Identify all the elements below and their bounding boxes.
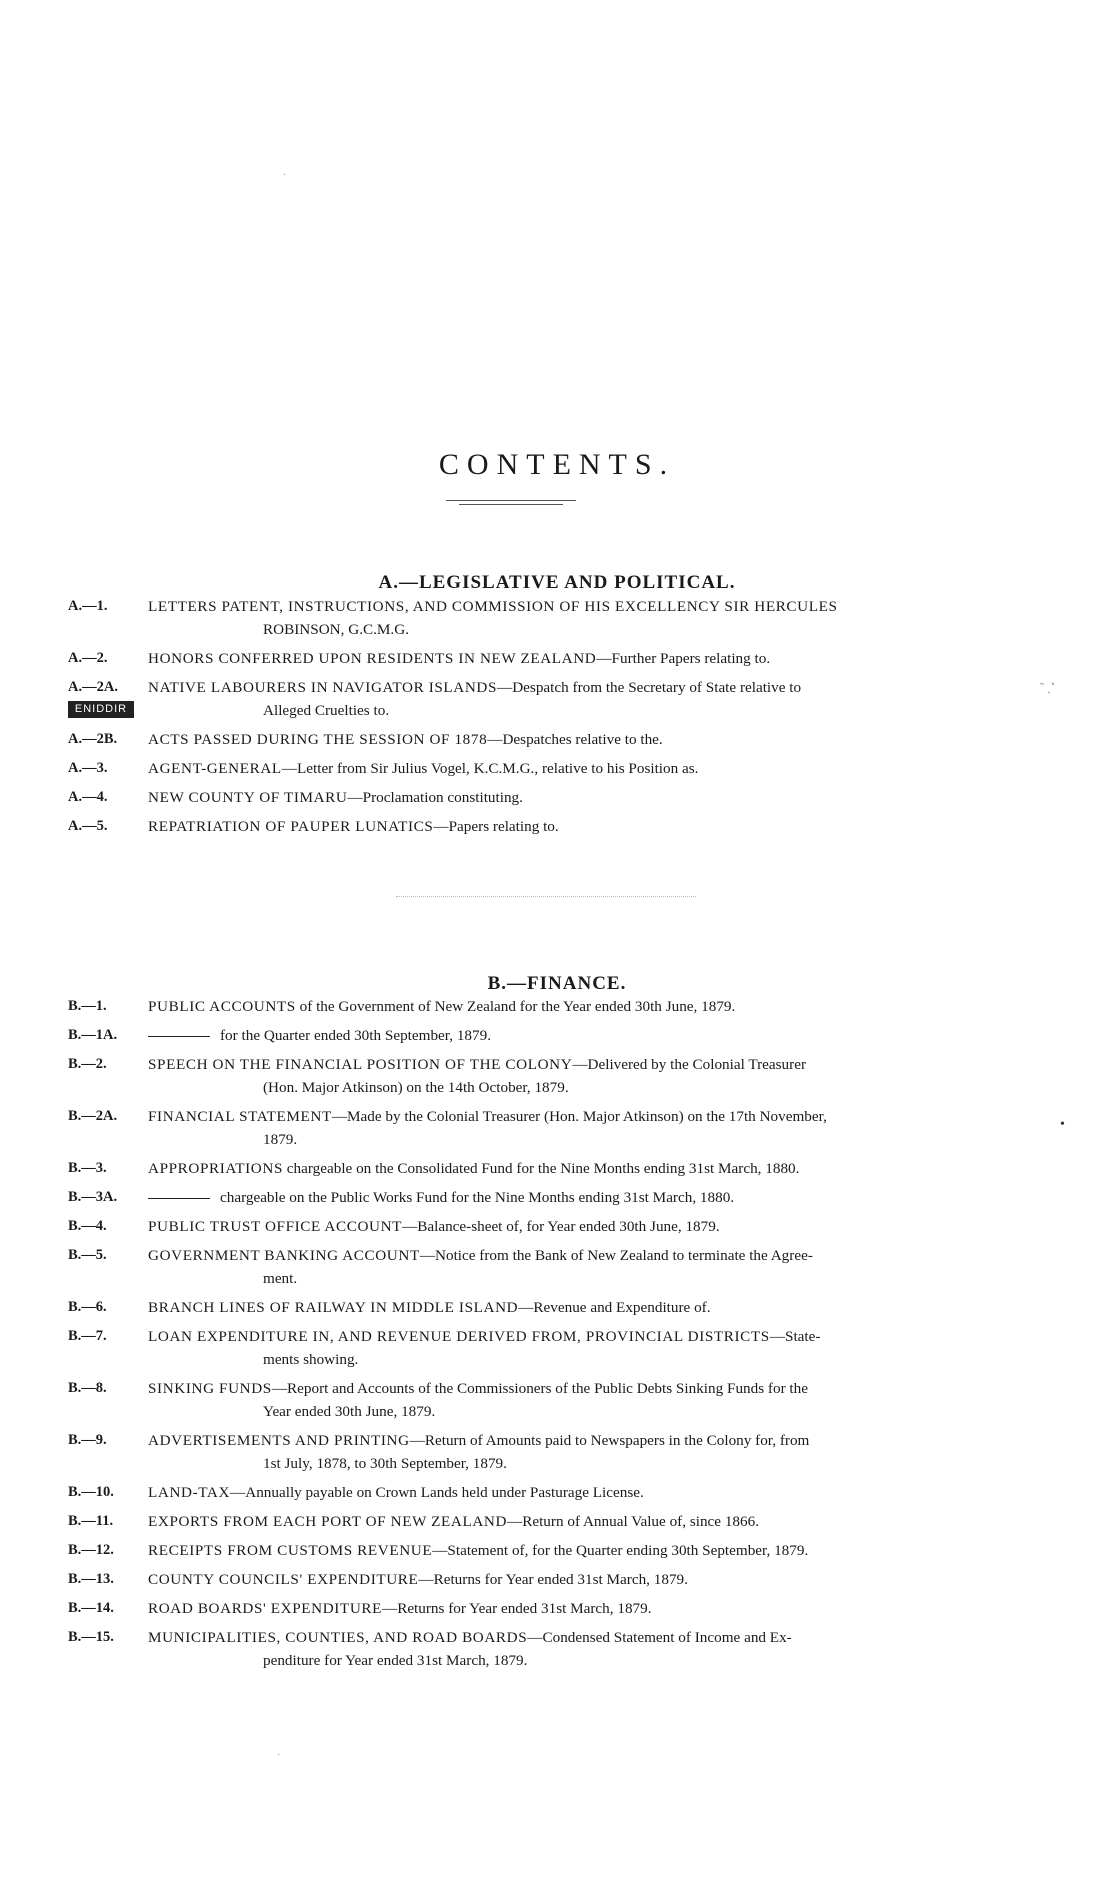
entry-title: SPEECH ON THE FINANCIAL POSITION OF THE COLONY xyxy=(148,1056,573,1073)
entry-description: —Notice from the Bank of New Zealand to terminate the Agree- xyxy=(419,1247,813,1264)
toc-entry xyxy=(68,1186,958,1209)
entry-code: B.—2A. xyxy=(68,1108,118,1124)
entry-code: B.—3. xyxy=(68,1160,107,1176)
toc-entry xyxy=(68,1105,958,1151)
entry-description: —Report and Accounts of the Commissioners of the Public Debts Sinking Funds for the xyxy=(271,1380,808,1397)
entry-description: —Returns for Year ended 31st March, 1879. xyxy=(418,1571,688,1588)
entry-description: —Annually payable on Crown Lands held under Pasturage License. xyxy=(230,1484,644,1501)
entry-code: B.—10. xyxy=(68,1484,114,1500)
margin-stamp: ENIDDIR xyxy=(68,701,134,718)
toc-entry xyxy=(68,1157,958,1180)
entry-description: chargeable on the Public Works Fund for the Nine Months ending 31st March, 1880. xyxy=(220,1189,735,1206)
entry-description: —Condensed Statement of Income and Ex- xyxy=(527,1629,792,1646)
entry-description: —Papers relating to. xyxy=(433,818,559,835)
entry-description: —Balance-sheet of, for Year ended 30th June, 1879. xyxy=(402,1218,720,1235)
entry-title: ROAD BOARDS' EXPENDITURE xyxy=(148,1600,382,1617)
entry-code: B.—13. xyxy=(68,1571,114,1587)
entry-description: —Revenue and Expenditure of. xyxy=(518,1299,711,1316)
entry-code: B.—1. xyxy=(68,998,107,1014)
entry-code: B.—15. xyxy=(68,1629,114,1645)
entry-code: A.—4. xyxy=(68,789,108,805)
entry-text xyxy=(148,815,958,838)
section-a-list xyxy=(68,595,958,844)
entry-text xyxy=(148,1024,958,1047)
entry-continuation: 1st July, 1878, to 30th September, 1879. xyxy=(263,1455,507,1472)
margin-mark: ˜ ˏ˚ xyxy=(1040,680,1055,694)
entry-description: —Return of Annual Value of, since 1866. xyxy=(507,1513,759,1530)
entry-text xyxy=(148,1429,958,1475)
entry-description: —Made by the Colonial Treasurer (Hon. Major Atkinson) on the 17th November, xyxy=(331,1108,827,1125)
entry-title: ADVERTISEMENTS AND PRINTING xyxy=(148,1432,410,1449)
entry-title: HONORS CONFERRED UPON RESIDENTS IN NEW ZEALAND xyxy=(148,650,597,667)
entry-description: —Despatches relative to the. xyxy=(487,731,663,748)
entry-code: A.—1. xyxy=(68,598,108,614)
entry-code: B.—4. xyxy=(68,1218,107,1234)
entry-description: —Statement of, for the Quarter ending 30th September, 1879. xyxy=(432,1542,809,1559)
toc-entry xyxy=(68,786,958,809)
entry-code: B.—7. xyxy=(68,1328,107,1344)
entry-text xyxy=(148,1053,958,1099)
toc-entry xyxy=(68,1429,958,1475)
entry-code: B.—9. xyxy=(68,1432,107,1448)
section-b-list xyxy=(68,995,958,1678)
entry-description: —Delivered by the Colonial Treasurer xyxy=(572,1056,806,1073)
entry-text xyxy=(148,1377,958,1423)
entry-text xyxy=(148,1215,958,1238)
section-a-heading: A.—LEGISLATIVE AND POLITICAL. xyxy=(378,571,736,593)
entry-description: for the Quarter ended 30th September, 1879. xyxy=(220,1027,491,1044)
entry-title: LETTERS PATENT, INSTRUCTIONS, AND COMMISSION OF HIS EXCELLENCY SIR HERCULES xyxy=(148,598,838,615)
entry-description: chargeable on the Consolidated Fund for the Nine Months ending 31st March, 1880. xyxy=(283,1160,800,1177)
toc-entry xyxy=(68,1024,958,1047)
entry-code: A.—2. xyxy=(68,650,108,666)
entry-description: of the Government of New Zealand for the Year ended 30th June, 1879. xyxy=(295,998,736,1015)
entry-code: B.—3A. xyxy=(68,1189,118,1205)
entry-title: BRANCH LINES OF RAILWAY IN MIDDLE ISLAND xyxy=(148,1299,519,1316)
section-divider xyxy=(396,896,696,898)
toc-entry xyxy=(68,1215,958,1238)
entry-title: REPATRIATION OF PAUPER LUNATICS xyxy=(148,818,434,835)
toc-entry xyxy=(68,1377,958,1423)
entry-code: A.—2B. xyxy=(68,731,118,747)
toc-entry xyxy=(68,647,958,670)
entry-description: —Further Papers relating to. xyxy=(596,650,771,667)
entry-text xyxy=(148,1568,958,1591)
page-speck: · xyxy=(277,1750,281,1761)
entry-title: NEW COUNTY OF TIMARU xyxy=(148,789,348,806)
entry-code: B.—1A. xyxy=(68,1027,118,1043)
entry-continuation: Year ended 30th June, 1879. xyxy=(263,1403,436,1420)
page-speck: · xyxy=(283,170,287,181)
entry-text xyxy=(148,1325,958,1371)
entry-code: A.—5. xyxy=(68,818,108,834)
entry-code: B.—8. xyxy=(68,1380,107,1396)
entry-text xyxy=(148,1510,958,1533)
entry-text xyxy=(148,1597,958,1620)
toc-entry xyxy=(68,1325,958,1371)
entry-text xyxy=(148,1186,958,1209)
entry-text xyxy=(148,757,958,780)
ditto-dash xyxy=(148,1036,210,1037)
toc-entry xyxy=(68,595,958,641)
entry-code: B.—12. xyxy=(68,1542,114,1558)
entry-code: B.—11. xyxy=(68,1513,114,1529)
entry-title: LAND-TAX xyxy=(148,1484,231,1501)
toc-entry xyxy=(68,1539,958,1562)
entry-continuation: penditure for Year ended 31st March, 1879. xyxy=(263,1652,528,1669)
entry-text xyxy=(148,1244,958,1290)
entry-title: NATIVE LABOURERS IN NAVIGATOR ISLANDS xyxy=(148,679,498,696)
entry-title: GOVERNMENT BANKING ACCOUNT xyxy=(148,1247,420,1264)
entry-title: COUNTY COUNCILS' EXPENDITURE xyxy=(148,1571,419,1588)
entry-description: —Despatch from the Secretary of State relative to xyxy=(497,679,802,696)
toc-entry xyxy=(68,676,958,722)
toc-entry xyxy=(68,995,958,1018)
entry-text xyxy=(148,595,958,641)
entry-description: —Proclamation constituting. xyxy=(347,789,523,806)
entry-description: —Return of Amounts paid to Newspapers in the Colony for, from xyxy=(409,1432,810,1449)
entry-continuation: 1879. xyxy=(263,1131,298,1148)
entry-text xyxy=(148,1157,958,1180)
entry-title: ACTS PASSED DURING THE SESSION OF 1878 xyxy=(148,731,488,748)
toc-entry xyxy=(68,815,958,838)
entry-description: —Returns for Year ended 31st March, 1879. xyxy=(382,1600,652,1617)
toc-entry xyxy=(68,1568,958,1591)
entry-text xyxy=(148,995,958,1018)
entry-title: PUBLIC ACCOUNTS xyxy=(148,998,296,1015)
page-title: CONTENTS. xyxy=(438,448,676,482)
entry-text xyxy=(148,1105,958,1151)
entry-text xyxy=(148,1296,958,1319)
entry-title: EXPORTS FROM EACH PORT OF NEW ZEALAND xyxy=(148,1513,508,1530)
entry-text xyxy=(148,1539,958,1562)
entry-continuation: ment. xyxy=(263,1270,298,1287)
margin-bullet: • xyxy=(1060,1117,1065,1132)
section-b-heading: B.—FINANCE. xyxy=(487,972,627,994)
entry-continuation: ROBINSON, G.C.M.G. xyxy=(263,621,409,638)
entry-text xyxy=(148,1481,958,1504)
entry-text xyxy=(148,728,958,751)
entry-title: MUNICIPALITIES, COUNTIES, AND ROAD BOARDS xyxy=(148,1629,528,1646)
entry-text xyxy=(148,676,958,722)
entry-code: B.—5. xyxy=(68,1247,107,1263)
entry-title: PUBLIC TRUST OFFICE ACCOUNT xyxy=(148,1218,403,1235)
toc-entry xyxy=(68,1597,958,1620)
toc-entry xyxy=(68,1296,958,1319)
entry-title: FINANCIAL STATEMENT xyxy=(148,1108,332,1125)
entry-continuation: ments showing. xyxy=(263,1351,359,1368)
ditto-dash xyxy=(148,1198,210,1199)
entry-code: A.—3. xyxy=(68,760,108,776)
entry-text xyxy=(148,647,958,670)
toc-entry xyxy=(68,1510,958,1533)
entry-code: A.—2A. xyxy=(68,679,118,695)
entry-code: B.—14. xyxy=(68,1600,114,1616)
entry-title: LOAN EXPENDITURE IN, AND REVENUE DERIVED FROM, PROVINCIAL DISTRICTS xyxy=(148,1328,770,1345)
toc-entry xyxy=(68,757,958,780)
entry-continuation: Alleged Cruelties to. xyxy=(263,702,390,719)
toc-entry xyxy=(68,1626,958,1672)
entry-description: —Letter from Sir Julius Vogel, K.C.M.G., relative to his Position as. xyxy=(281,760,699,777)
toc-entry xyxy=(68,1244,958,1290)
entry-code: B.—2. xyxy=(68,1056,107,1072)
entry-title: APPROPRIATIONS xyxy=(148,1160,283,1177)
toc-entry xyxy=(68,1481,958,1504)
entry-text xyxy=(148,786,958,809)
entry-continuation: (Hon. Major Atkinson) on the 14th October, 1879. xyxy=(263,1079,569,1096)
entry-title: RECEIPTS FROM CUSTOMS REVENUE xyxy=(148,1542,433,1559)
entry-text xyxy=(148,1626,958,1672)
entry-title: AGENT-GENERAL xyxy=(148,760,282,777)
entry-title: SINKING FUNDS xyxy=(148,1380,272,1397)
toc-entry xyxy=(68,1053,958,1099)
entry-code: B.—6. xyxy=(68,1299,107,1315)
title-rule xyxy=(446,500,576,506)
toc-entry xyxy=(68,728,958,751)
entry-description: —State- xyxy=(769,1328,821,1345)
